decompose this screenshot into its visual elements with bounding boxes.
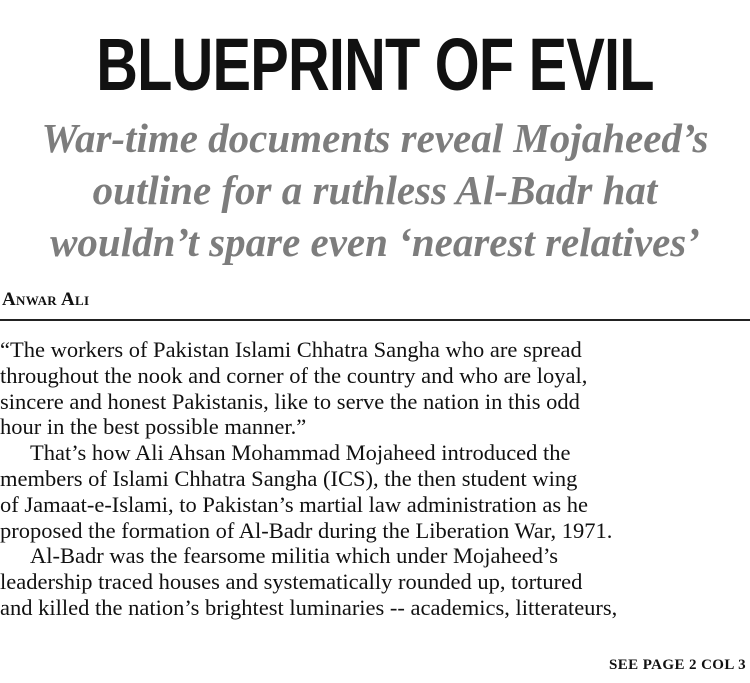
- body-line: throughout the nook and corner of the country and who are loyal,: [0, 362, 588, 388]
- body-line: That’s how Ali Ahsan Mohammad Mojaheed introduced the: [30, 440, 571, 466]
- subhead-line: War-time documents reveal Mojaheed’s: [41, 115, 709, 161]
- body-line: members of Islami Chhatra Sangha (ICS), the then student wing: [0, 465, 578, 491]
- body-line: of Jamaat-e-Islami, to Pakistan’s martial law administration as he: [0, 491, 588, 517]
- body-line: hour in the best possible manner.”: [0, 414, 307, 440]
- article-body: [0, 337, 750, 621]
- body-line: “The workers of Pakistan Islami Chhatra Sangha who are spread: [0, 337, 582, 362]
- byline: Anwar Ali: [2, 289, 90, 310]
- subhead-line: wouldn’t spare even ‘nearest relatives’: [50, 219, 700, 265]
- headline: BLUEPRINT OF EVIL: [96, 23, 654, 106]
- continuation-jump-line: SEE PAGE 2 COL 3: [609, 657, 746, 673]
- subhead-line: outline for a ruthless Al-Badr hat: [92, 167, 658, 213]
- byline-divider: [0, 319, 750, 321]
- body-line: leadership traced houses and systematically rounded up, tortured: [0, 569, 583, 595]
- body-line: proposed the formation of Al-Badr during the Liberation War, 1971.: [0, 517, 613, 543]
- subhead: [0, 112, 750, 268]
- body-line: sincere and honest Pakistanis, like to serve the nation in this odd: [0, 388, 580, 414]
- body-line: Al-Badr was the fearsome militia which under Mojaheed’s: [30, 543, 558, 569]
- body-line: and killed the nation’s brightest luminaries -- academics, litterateurs,: [0, 594, 618, 620]
